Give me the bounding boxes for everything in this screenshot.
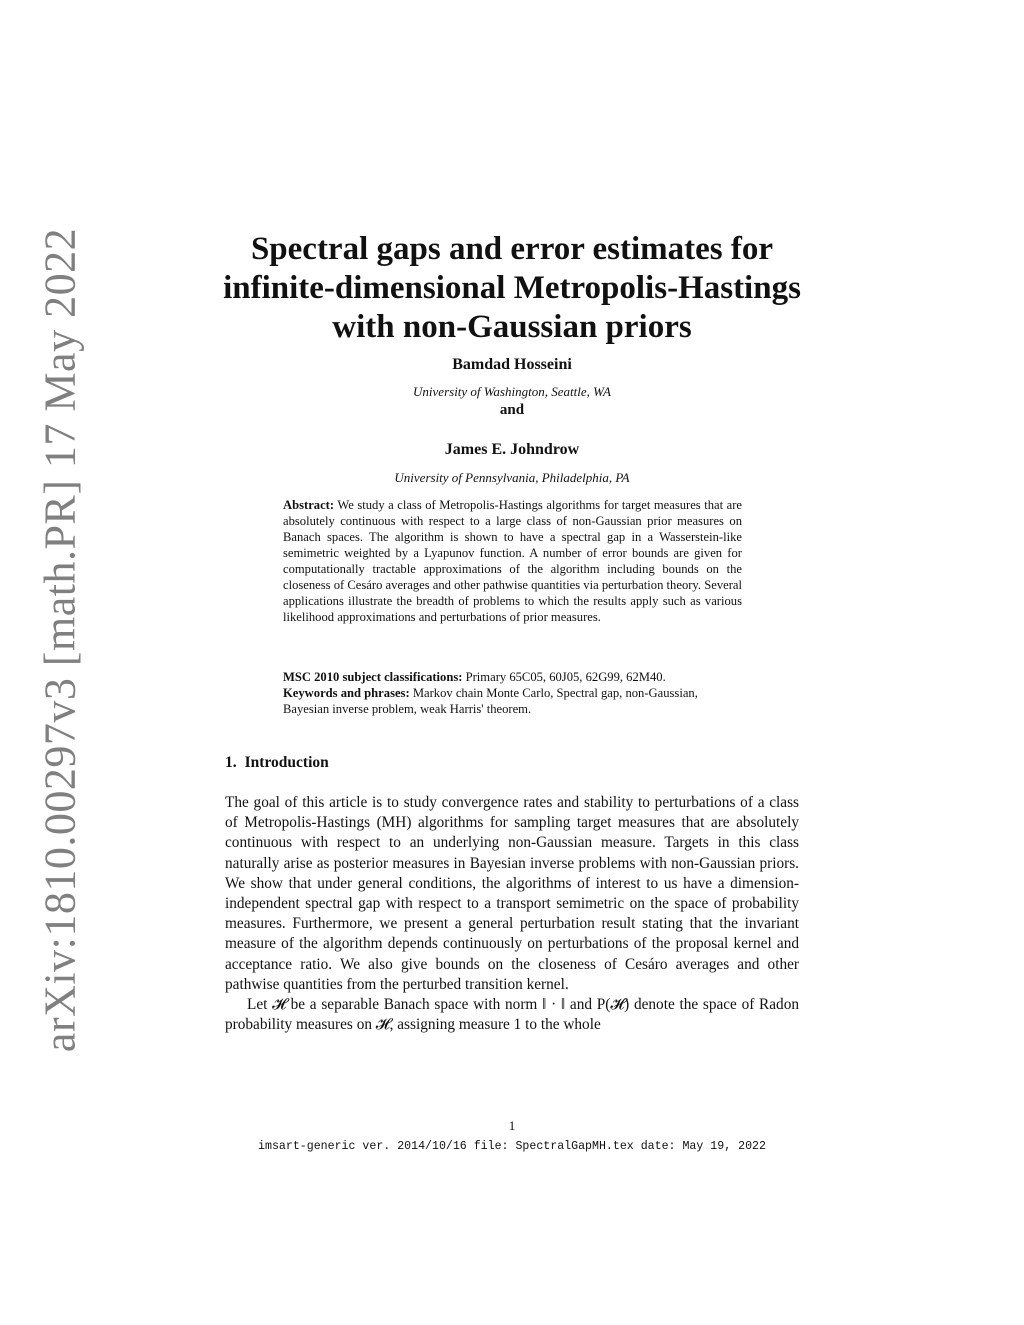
title-line-3: with non-Gaussian priors [332, 309, 692, 345]
keywords [283, 685, 743, 717]
author-2-affiliation: University of Pennsylvania, Philadelphia, PA [394, 470, 630, 485]
keywords-label: Keywords and phrases: [283, 686, 410, 700]
abstract-text: We study a class of Metropolis-Hastings algorithms for target measures that are absolutely continuous with respect to a large class of non-Gaussian prior measures on Banach spaces. The algorithm is shown to have a spectral gap in a Wasserstein-like semimetric weighted by a Lyapunov function. A number of error bounds are given for computationally tractable approximations of the algorithm including bounds on the closeness of Cesáro averages and other pathwise quantities via perturbation theory. Several applications illustrate the breadth of problems to which the results apply such as various likelihood approximations and perturbations of prior measures. [283, 498, 742, 624]
msc-label: MSC 2010 subject classifications: [283, 670, 463, 684]
paper-title [0, 230, 1024, 347]
page-footer: imsart-generic ver. 2014/10/16 file: SpectralGapMH.tex date: May 19, 2022 [258, 1140, 766, 1153]
title-line-2: infinite-dimensional Metropolis-Hastings [223, 270, 801, 306]
section-heading-introduction [225, 754, 329, 772]
title-line-1: Spectral gaps and error estimates for [250, 231, 774, 267]
body-paragraph-1: The goal of this article is to study convergence rates and stability to perturbations of a class of Metropolis-Hastings (MH) algorithms for sampling target measures that are absolutely continuous with respect to an underlying non-Gaussian measure. Targets in this class naturally arise as posterior measures in Bayesian inverse problems with non-Gaussian priors. We show that under general conditions, the algorithms of interest to us have a dimension-independent spectral gap with respect to a transport semimetric on the space of probability measures. Furthermore, we present a general perturbation result stating that the invariant measure of the algorithm depends continuously on perturbations of the proposal kernel and acceptance ratio. We also give bounds on the closeness of Cesáro averages and other pathwise quantities from the perturbed transition kernel. [225, 794, 799, 993]
msc-classifications [283, 669, 753, 685]
arxiv-identifier-stamp: arXiv:1810.00297v3 [math.PR] 17 May 2022 [35, 227, 85, 1053]
body-paragraph-2: Let 𝓗 be a separable Banach space with norm ‖ · ‖ and P(𝓗) denote the space of Radon probability measures on 𝓗, assigning measure 1 to the whole [225, 996, 799, 1034]
abstract [283, 497, 742, 625]
author-2-name: James E. Johndrow [444, 441, 580, 458]
msc-text: Primary 65C05, 60J05, 62G99, 62M40. [465, 670, 666, 684]
authors-conjunction: and [499, 402, 525, 418]
section-number: 1. [225, 754, 237, 771]
section-title: Introduction [244, 754, 329, 771]
author-1-name: Bamdad Hosseini [452, 356, 572, 373]
page-number: 1 [508, 1118, 516, 1133]
introduction-body [225, 793, 799, 1035]
abstract-label: Abstract: [283, 498, 335, 512]
author-1-affiliation: University of Washington, Seattle, WA [413, 384, 611, 399]
keywords-text: Markov chain Monte Carlo, Spectral gap, non-Gaussian, Bayesian inverse problem, weak Harris' theorem. [283, 686, 698, 716]
